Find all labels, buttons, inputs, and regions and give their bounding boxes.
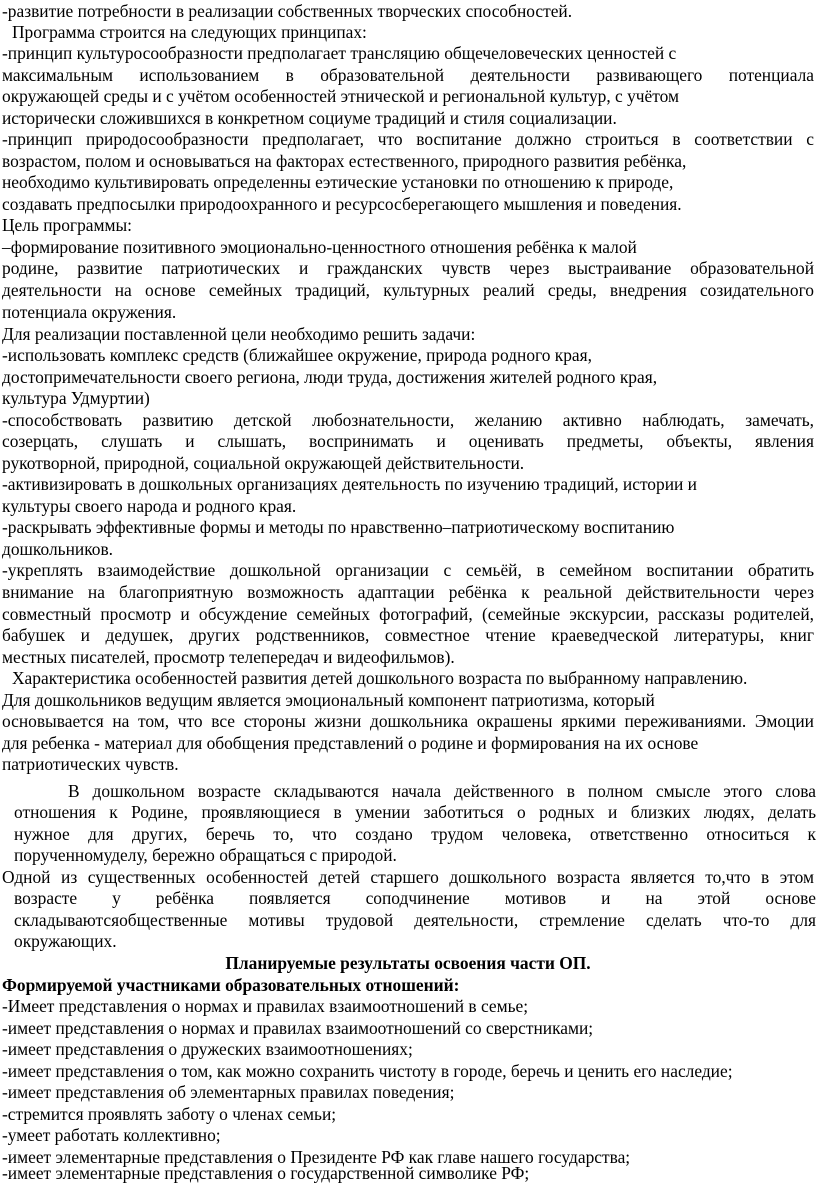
text-line: отношения к Родине, проявляющиеся в умении заботиться о родных и близких людях, делать	[14, 802, 816, 822]
text-line: максимальным использованием в образовательной деятельности развивающего потенциала	[2, 65, 814, 85]
text-line: достопримечательности своего региона, люди труда, достижения жителей родного края,	[2, 367, 658, 387]
text-line: патриотических чувств.	[2, 754, 179, 774]
text-line: исторически сложившихся в конкретном социуме традиций и стиля социализации.	[2, 108, 617, 128]
text-line: дошкольников.	[2, 539, 114, 559]
text-line: нужное для других, беречь то, что создано трудом человека, ответственно относиться к	[14, 824, 816, 844]
text-line: культура Удмуртии)	[2, 388, 150, 408]
text-line: окружающих.	[14, 931, 117, 951]
text-line: Одной из существенных особенностей детей старшего дошкольного возраста является то,что в этом	[2, 867, 814, 887]
list-item: -имеет представления о том, как можно сохранить чистоту в городе, беречь и ценить его наследие;	[2, 1061, 733, 1081]
text-line: совместный просмотр и обсуждение семейных фотографий, (семейные экскурсии, рассказы родителей,	[2, 604, 814, 624]
list-item: -умеет работать коллективно;	[2, 1125, 221, 1145]
text-line: возрасте у ребёнка появляется соподчинение мотивов и на этой основе	[14, 888, 816, 908]
text-line: Программа строится на следующих принципах:	[12, 22, 367, 42]
text-line: -раскрывать эффективные формы и методы по нравственно–патриотическому воспитанию	[2, 517, 675, 537]
text-line: Для дошкольников ведущим является эмоциональный компонент патриотизма, который	[2, 690, 655, 710]
text-line: для ребенка - материал для обобщения представлений о родине и формирования на их основе	[2, 733, 699, 753]
list-item: -имеет элементарные представления о государственной символике РФ;	[2, 1163, 530, 1183]
text-line: местных писателей, просмотр телепередач и видеофильмов).	[2, 647, 455, 667]
text-line: рукотворной, природной, социальной окружающей действительности.	[2, 453, 525, 473]
list-item: -имеет представления об элементарных правилах поведения;	[2, 1082, 455, 1102]
text-line: созерцать, слушать и слышать, воспринимать и оценивать предметы, объекты, явления	[2, 431, 814, 451]
text-line: окружающей среды и с учётом особенностей этнической и региональной культур, с учётом	[2, 86, 679, 106]
section-subheading: Формируемой участниками образовательных отношений:	[2, 975, 460, 995]
text-line: -укреплять взаимодействие дошкольной организации с семьёй, в семейном воспитании обратить	[2, 560, 814, 580]
text-line: -способствовать развитию детской любознательности, желанию активно наблюдать, замечать,	[2, 410, 814, 430]
list-item: -имеет представления о дружеских взаимоотношениях;	[2, 1039, 413, 1059]
text-line: Для реализации поставленной цели необходимо решить задачи:	[2, 324, 476, 344]
list-item: -имеет представления о нормах и правилах взаимоотношений со сверстниками;	[2, 1018, 594, 1038]
list-item: -имеет элементарные представления о Президенте РФ как главе нашего государства;	[2, 1147, 631, 1167]
text-line: В дошкольном возрасте складываются начала действенного в полном смысле этого слова	[68, 781, 816, 801]
list-item: -Имеет представления о нормах и правилах взаимоотношений в семье;	[2, 996, 529, 1016]
list-item: -стремится проявлять заботу о членах семьи;	[2, 1104, 337, 1124]
text-line: порученномуделу, бережно обращаться с природой.	[14, 845, 397, 865]
text-line: деятельности на основе семейных традиций, культурных реалий среды, внедрения созидательного	[2, 280, 814, 300]
text-line: основывается на том, что все стороны жизни дошкольника окрашены яркими переживаниями. Эмоции	[2, 711, 814, 731]
text-line: бабушек и дедушек, других родственников, совместное чтение краеведческой литературы, книг	[2, 625, 814, 645]
text-line: Цель программы:	[2, 215, 133, 235]
text-line: необходимо культивировать определенны еэтические установки по отношению к природе,	[2, 172, 674, 192]
text-line: потенциала окружения.	[2, 302, 177, 322]
text-line: возрастом, полом и основываться на факторах естественного, природного развития ребёнка,	[2, 151, 687, 171]
section-heading: Планируемые результаты освоения части ОП.	[225, 953, 591, 973]
text-line: складываютсяобщественные мотивы трудовой деятельности, стремление сделать что-то для	[14, 910, 816, 930]
text-line: -активизировать в дошкольных организациях деятельность по изучению традиций, истории и	[2, 474, 697, 494]
text-line: создавать предпосылки природоохранного и ресурсосберегающего мышления и поведения.	[2, 194, 682, 214]
text-line: внимание на благоприятную возможность адаптации ребёнка к реальной действительности через	[2, 582, 814, 602]
text-line: культуры своего народа и родного края.	[2, 496, 297, 516]
text-line: -принцип культуросообразности предполагает трансляцию общечеловеческих ценностей с	[2, 43, 677, 63]
text-line: родине, развитие патриотических и гражданских чувств через выстраивание образовательной	[2, 258, 814, 278]
text-line: -принцип природосообразности предполагает, что воспитание должно строиться в соответствии с	[2, 129, 814, 149]
text-line: –формирование позитивного эмоционально-ценностного отношения ребёнка к малой	[2, 237, 637, 257]
text-line: -развитие потребности в реализации собственных творческих способностей.	[2, 1, 573, 21]
text-line: -использовать комплекс средств (ближайшее окружение, природа родного края,	[2, 345, 592, 365]
text-line: Характеристика особенностей развития детей дошкольного возраста по выбранному направлению.	[12, 668, 748, 688]
